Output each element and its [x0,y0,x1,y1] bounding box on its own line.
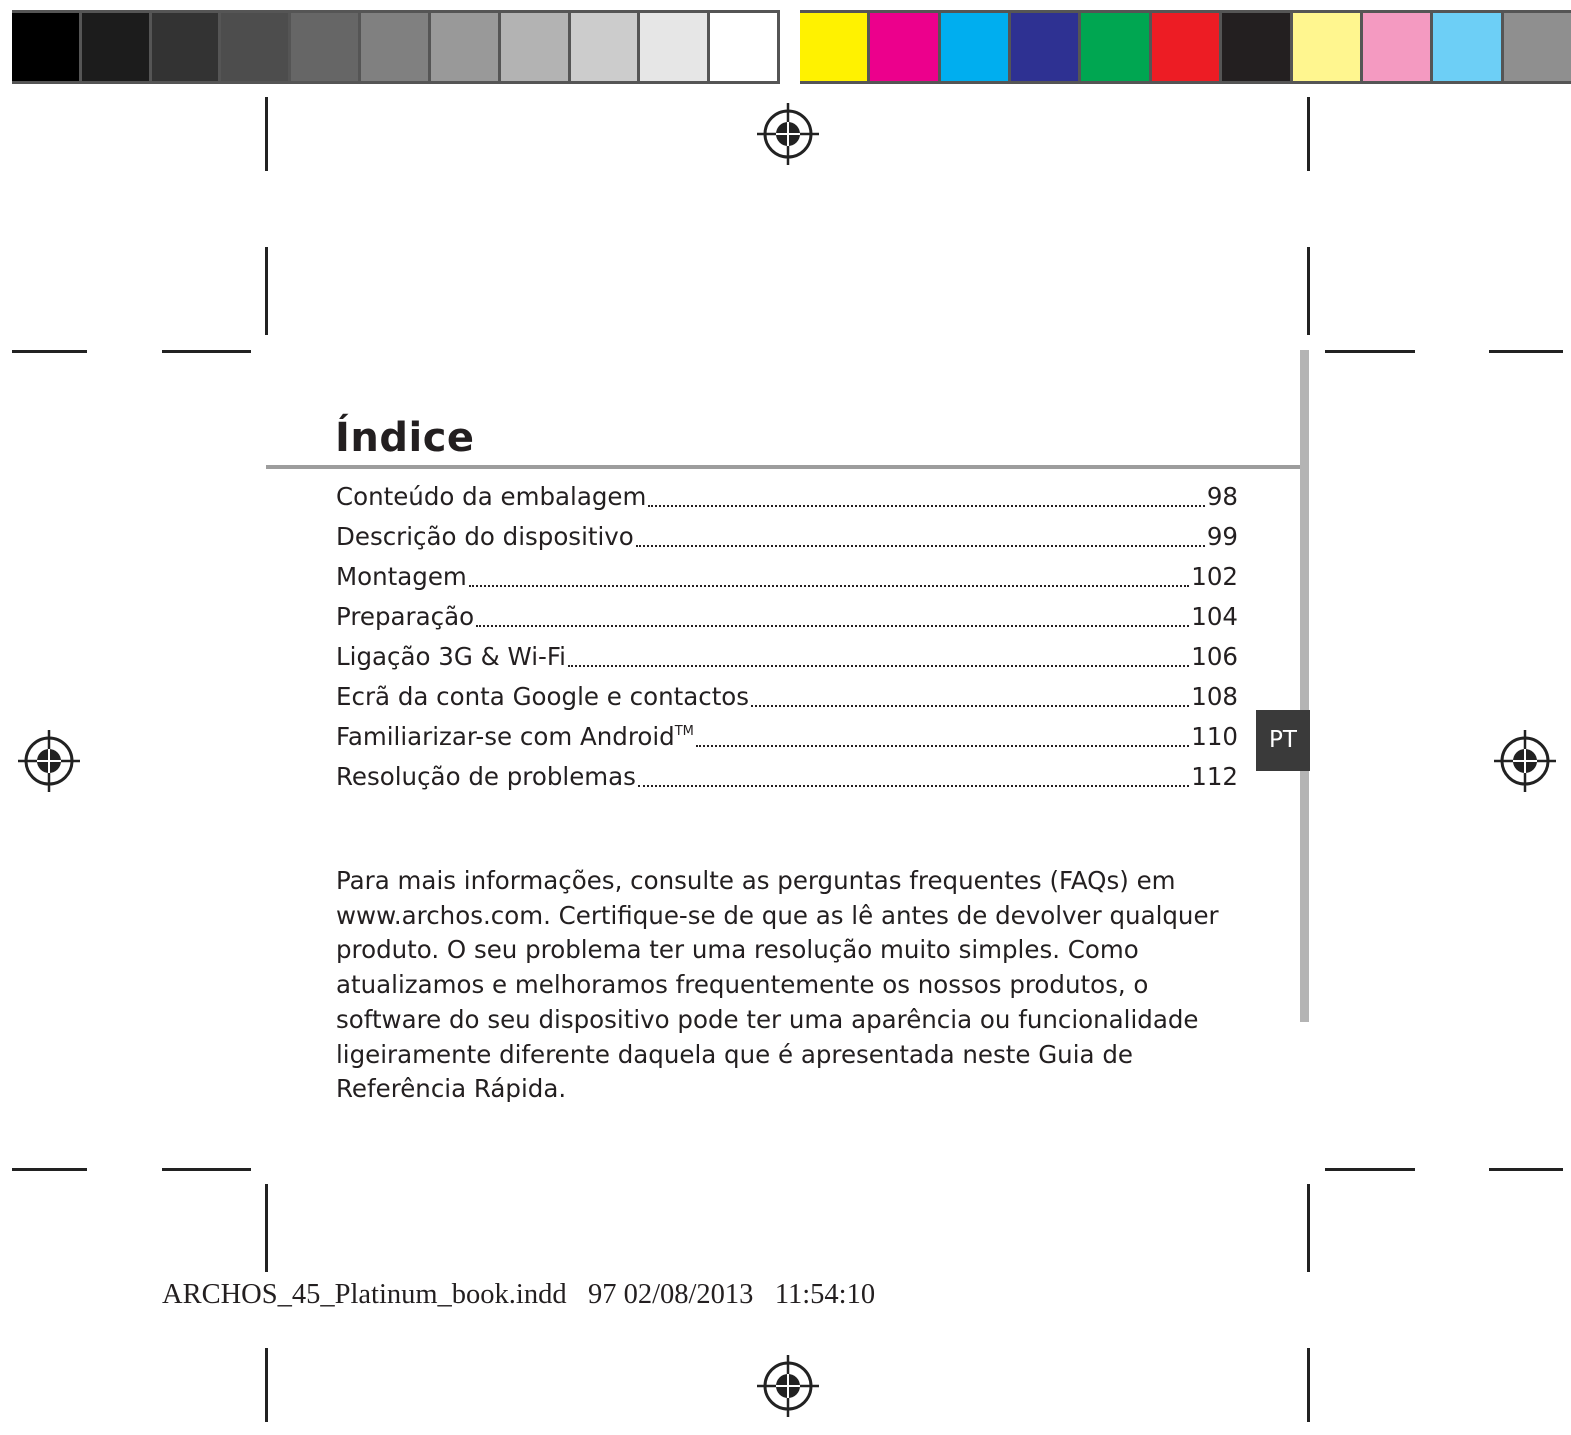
registration-mark-icon [757,1355,819,1417]
toc-page-number: 108 [1191,682,1238,711]
toc-page-number: 98 [1206,482,1238,511]
toc-page-number: 104 [1191,602,1238,631]
crop-mark [162,350,251,353]
crop-mark [1489,350,1563,353]
toc-page-number: 110 [1191,722,1238,751]
color-swatch [1011,13,1081,81]
crop-mark [265,247,268,335]
color-swatch [1293,13,1363,81]
page-title: Índice [335,415,475,461]
crop-mark [265,97,268,171]
color-swatch [12,13,82,81]
registration-mark-icon [1494,730,1556,792]
print-slug [162,1278,875,1312]
crop-mark [1325,350,1415,353]
toc-dot-leader [648,505,1204,507]
color-swatch [710,13,777,81]
color-swatch [291,13,361,81]
toc-entry-title: Resolução de problemas [336,762,636,791]
toc-entry-title: Ligação 3G & Wi-Fi [336,642,566,671]
toc-entry[interactable] [336,597,1238,637]
slug-date: 02/08/2013 [623,1279,754,1310]
toc-page-number: 106 [1191,642,1238,671]
toc-entry-title: Preparação [336,602,475,631]
color-swatch [431,13,501,81]
trademark-superscript: TM [674,724,694,739]
color-swatch [571,13,641,81]
toc-dot-leader [476,625,1189,627]
crop-mark [265,1184,268,1272]
slug-filename: ARCHOS_45_Platinum_book.indd [162,1279,567,1310]
section-side-rule [1300,350,1309,1022]
color-swatch [221,13,291,81]
color-swatch [941,13,1011,81]
color-swatch [1504,13,1571,81]
crop-mark [12,350,87,353]
crop-mark [12,1168,87,1171]
toc-entry-title: Descrição do dispositivo [336,522,634,551]
toc-dot-leader [638,785,1189,787]
registration-mark-icon [18,730,80,792]
toc-entry-title: Familiarizar-se com Android [336,722,675,751]
color-swatch [640,13,710,81]
info-paragraph: Para mais informações, consulte as perguntas frequentes (FAQs) em www.archos.com. Certifique-se de que as lê antes de devolver qualquer produto. O seu problema ter uma resolução muito simples. Como atualizamos e melhoramos frequentemente os nossos produtos, o software do seu dispositivo pode ter uma aparência ou funcionalidade ligeiramente diferente daquela que é apresentada neste Guia de Referência Rápida. [336,866,1219,1104]
crop-mark [1307,97,1310,171]
crop-mark [1307,1184,1310,1272]
color-swatch [1081,13,1151,81]
title-divider [266,465,1308,469]
crop-mark [1325,1168,1415,1171]
crop-mark [1307,247,1310,335]
toc-dot-leader [636,545,1205,547]
toc-entry[interactable] [336,637,1238,677]
registration-mark-icon [757,103,819,165]
language-tab: PT [1256,710,1310,771]
color-swatch [1433,13,1503,81]
crop-mark [1489,1168,1563,1171]
crop-mark [162,1168,251,1171]
toc-entry-title: Montagem [336,562,467,591]
color-swatch [1363,13,1433,81]
color-swatch [870,13,940,81]
process-color-bar [800,10,1571,84]
toc-dot-leader [568,665,1189,667]
toc-entry[interactable] [336,517,1238,557]
grayscale-color-bar [12,10,780,84]
crop-mark [1307,1348,1310,1422]
slug-page-number: 97 [587,1279,617,1310]
toc-dot-leader [751,705,1189,707]
toc-entry-title: Conteúdo da embalagem [336,482,647,511]
toc-entry[interactable] [336,757,1238,797]
color-swatch [1222,13,1292,81]
toc-entry[interactable] [336,717,1238,757]
slug-time: 11:54:10 [774,1279,876,1310]
toc-page-number: 102 [1191,562,1238,591]
table-of-contents [336,477,1238,797]
color-swatch [501,13,571,81]
toc-entry[interactable] [336,677,1238,717]
color-swatch [800,13,870,81]
toc-page-number: 112 [1191,762,1238,791]
toc-dot-leader [469,585,1189,587]
toc-entry-title: Ecrã da conta Google e contactos [336,682,750,711]
color-swatch [361,13,431,81]
color-swatch [152,13,222,81]
color-swatch [1152,13,1222,81]
toc-entry-title-wrapper [336,717,694,757]
toc-page-number: 99 [1206,522,1238,551]
crop-mark [265,1348,268,1422]
color-swatch [82,13,152,81]
toc-entry[interactable] [336,477,1238,517]
toc-entry[interactable] [336,557,1238,597]
toc-dot-leader [696,745,1189,747]
